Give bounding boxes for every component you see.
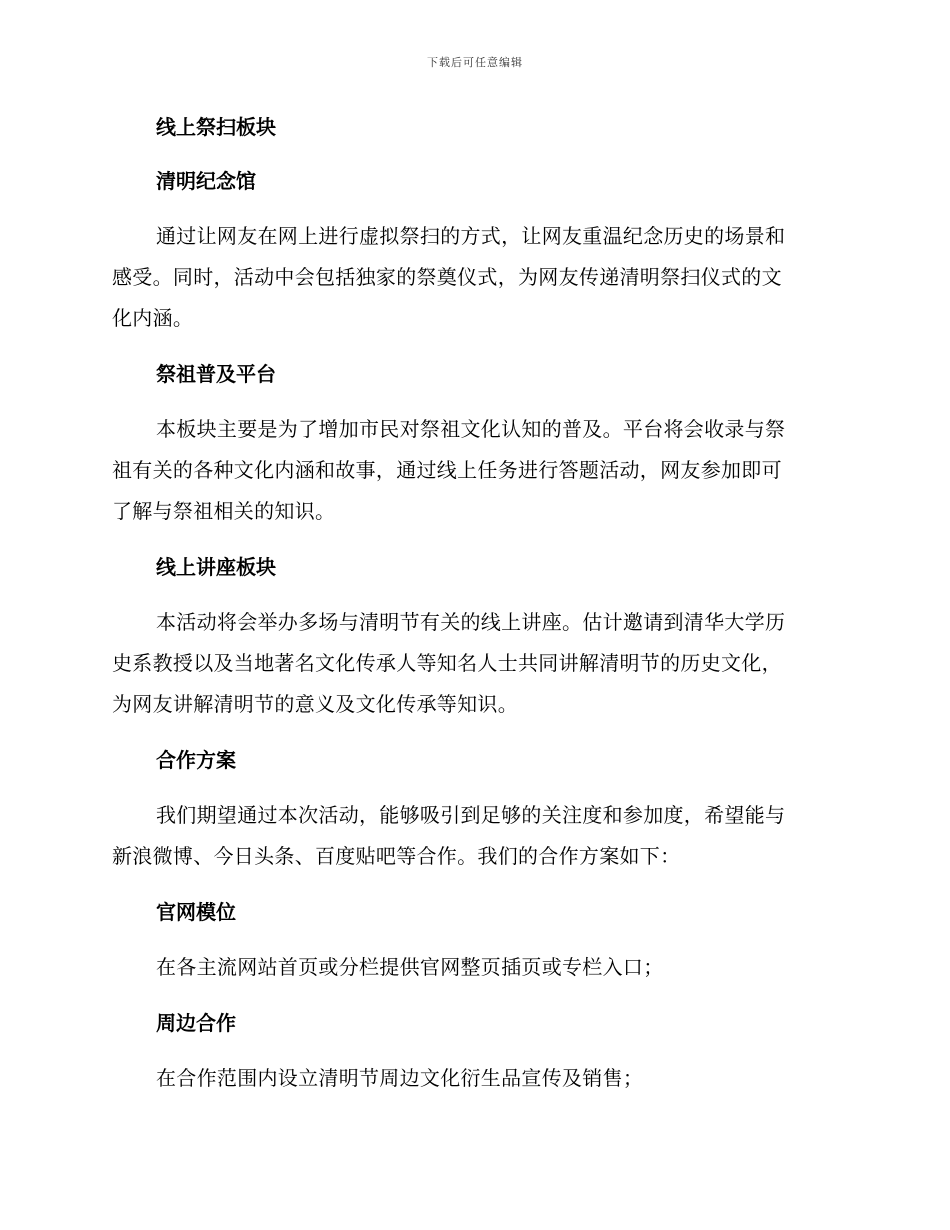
section-heading-ancestor-platform: 祭祖普及平台 — [156, 362, 276, 386]
paragraph-line: 化内涵。 — [112, 306, 194, 330]
section-heading-online-memorial: 线上祭扫板块 — [156, 115, 276, 139]
paragraph-line: 史系教授以及当地著名文化传承人等知名人士共同讲解清明节的历史文化， — [112, 651, 782, 675]
section-heading-merchandise: 周边合作 — [156, 1011, 236, 1035]
paragraph-online-lecture — [112, 602, 832, 725]
paragraph-cooperation-plan — [112, 795, 832, 877]
section-heading-online-lecture: 线上讲座板块 — [156, 555, 276, 579]
paragraph-official-site — [112, 947, 832, 988]
paragraph-line: 在合作范围内设立清明节周边文化衍生品宣传及销售； — [156, 1066, 644, 1090]
document-body — [112, 108, 832, 1115]
paragraph-line: 祖有关的各种文化内涵和故事，通过线上任务进行答题活动，网友参加即可 — [112, 458, 782, 482]
paragraph-line: 通过让网友在网上进行虚拟祭扫的方式，让网友重温纪念历史的场景和 — [156, 224, 786, 248]
paragraph-line: 新浪微博、今日头条、百度贴吧等合作。我们的合作方案如下： — [112, 844, 681, 868]
section-heading-cooperation-plan: 合作方案 — [156, 748, 236, 772]
section-heading-official-site: 官网模位 — [156, 900, 236, 924]
paragraph-line: 了解与祭祖相关的知识。 — [112, 499, 336, 523]
paragraph-ancestor-platform — [112, 409, 832, 532]
paragraph-line: 在各主流网站首页或分栏提供官网整页插页或专栏入口； — [156, 955, 664, 979]
paragraph-line: 为网友讲解清明节的意义及文化传承等知识。 — [112, 692, 518, 716]
paragraph-line: 本活动将会举办多场与清明节有关的线上讲座。估计邀请到清华大学历 — [156, 610, 786, 634]
header-note: 下载后可任意编辑 — [427, 56, 523, 69]
paragraph-line: 本板块主要是为了增加市民对祭祖文化认知的普及。平台将会收录与祭 — [156, 417, 786, 441]
paragraph-memorial-hall — [112, 216, 832, 339]
paragraph-line: 感受。同时，活动中会包括独家的祭奠仪式，为网友传递清明祭扫仪式的文 — [112, 265, 782, 289]
paragraph-merchandise — [112, 1058, 832, 1099]
paragraph-line: 我们期望通过本次活动，能够吸引到足够的关注度和参加度，希望能与 — [156, 803, 786, 827]
section-heading-qingming-memorial-hall: 清明纪念馆 — [156, 169, 256, 193]
